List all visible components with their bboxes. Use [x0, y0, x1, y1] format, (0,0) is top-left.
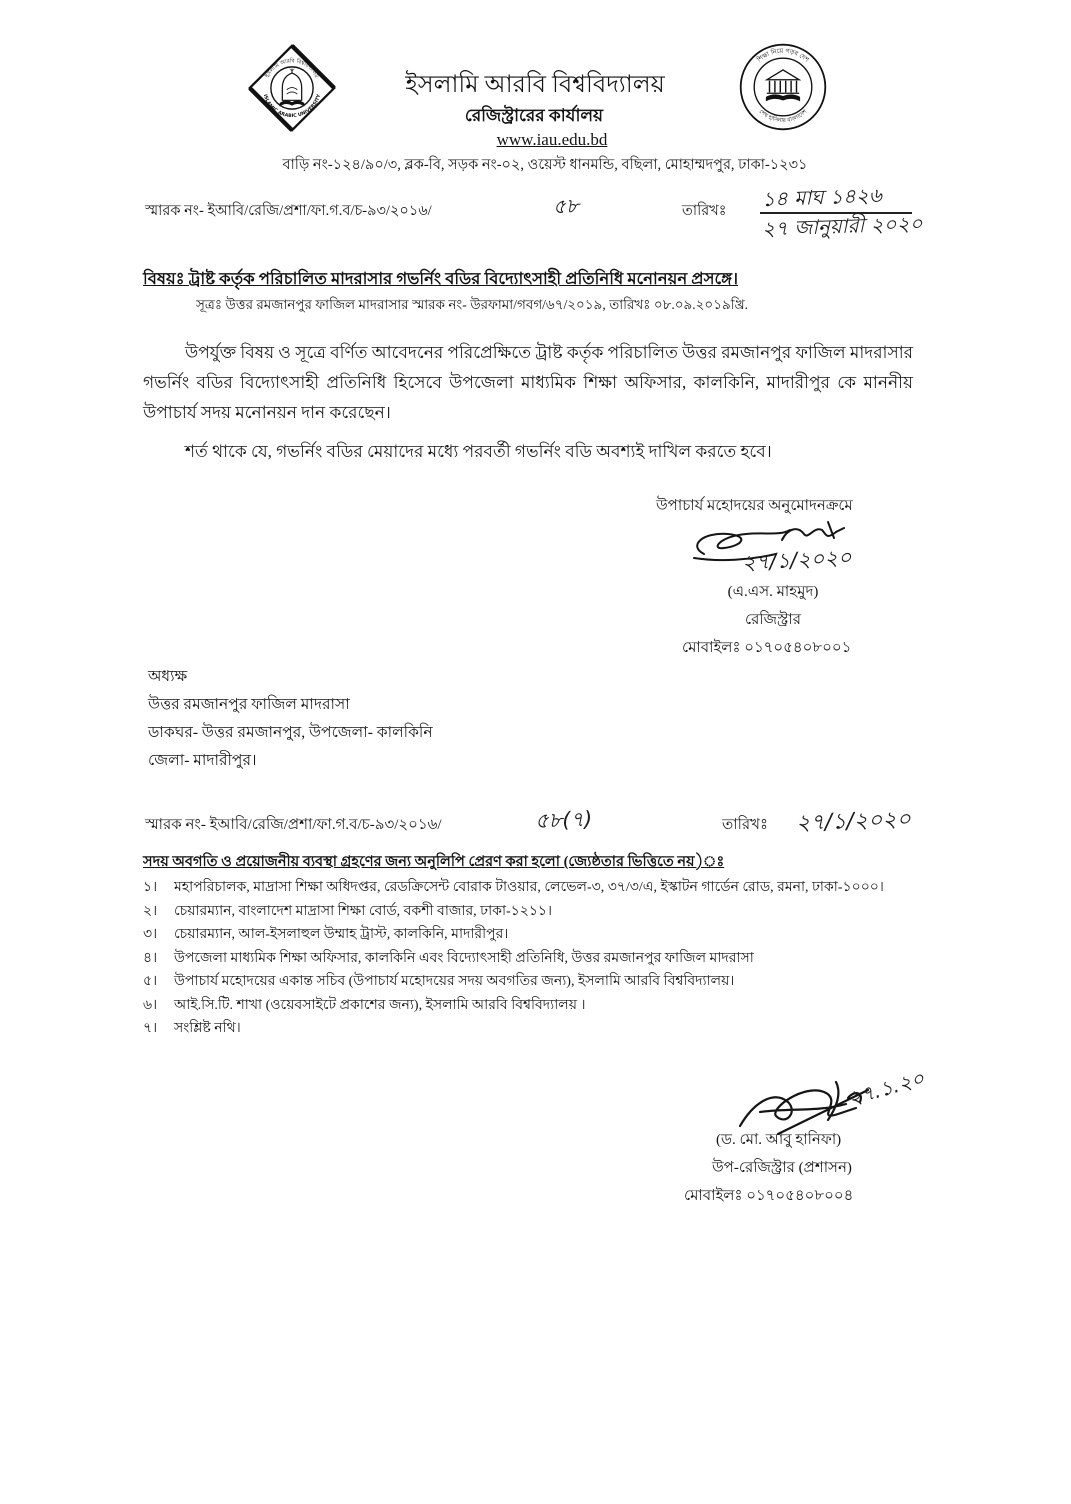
signatory-name: (এ.এস. মাহমুদ): [727, 584, 819, 600]
list-item: [143, 876, 915, 900]
seal-lettering-top: শিক্ষা নিয়ে গড়ব দেশ: [756, 47, 810, 64]
list-item: [143, 1017, 915, 1041]
signature-2-date-handwritten: ২৭.১.২০: [845, 1065, 927, 1111]
list-item: [143, 900, 915, 924]
list-item: [143, 947, 915, 971]
list-item-text: মহাপরিচালক, মাদ্রাসা শিক্ষা অধিদপ্তর, রেডক্রিসেন্ট বোরাক টাওয়ার, লেভেল-৩, ৩৭/৩/এ, ইস্কাটন গার্ডেন রোড, রমনা, ঢাকা-১০০০।: [174, 880, 884, 895]
list-item-number: ৪।: [143, 950, 158, 966]
signatory-2-mobile: মোবাইলঃ ০১৭০৫৪০৮০০৪: [684, 1188, 854, 1204]
approval-note: উপাচার্য মহোদয়ের অনুমোদনক্রমে: [656, 498, 853, 514]
education-seal-logo: [738, 42, 828, 132]
copy-recipient-list: [143, 876, 915, 1041]
copy-memo-date-label: তারিখঃ: [722, 817, 768, 833]
list-item-number: ৬।: [143, 997, 158, 1013]
body-paragraph-1: উপর্যুক্ত বিষয় ও সূত্রে বর্ণিত আবেদনের পরিপ্রেক্ষিতে ট্রাষ্ট কর্তৃক পরিচালিত উত্তর রমজানপুর ফাজিল মাদরাসার গভর্নিং বডির বিদ্যোৎসাহী প্রতিনিধি হিসেবে উপজেলা মাধ্যমিক শিক্ষা অফিসার, কালকিনি, মাদারীপুর কে মাননীয় উপাচার্য সদয় মনোনয়ন দান করেছেন।: [143, 343, 913, 422]
list-item-number: ১।: [143, 880, 158, 895]
list-item-text: চেয়ারম্যান, বাংলাদেশ মাদ্রাসা শিক্ষা বোর্ড, বকশী বাজার, ঢাকা-১২১১।: [174, 903, 553, 919]
memo-date-english-handwritten: ২৭ জানুয়ারী ২০২০: [761, 211, 923, 241]
website-url: www.iau.edu.bd: [496, 130, 608, 149]
list-item-text: আই.সি.টি. শাখা (ওয়েবসাইটে প্রকাশের জন্য), ইসলামি আরবি বিশ্ববিদ্যালয় ।: [174, 997, 586, 1013]
copy-list-heading: সদয় অবগতি ও প্রয়োজনীয় ব্যবস্থা গ্রহণের জন্য অনুলিপি প্রেরণ করা হলো (জ্যেষ্ঠতার ভিত্তিতে নয়)ঃ: [143, 854, 725, 870]
copy-memo-reference: স্মারক নং- ইআবি/রেজি/প্রশা/ফা.গ.ব/চ-৯৩/২০১৬/: [145, 817, 442, 833]
copy-memo-number-handwritten: ৫৮(৭): [534, 807, 593, 833]
memo-date-bangla-handwritten: ১৪ মাঘ ১৪২৬: [761, 182, 883, 212]
letter-reference: সূত্রঃ উত্তর রমজানপুর ফাজিল মাদরাসার স্মারক নং- উরফামা/গবগ/৬৭/২০১৯, তারিখঃ ০৮.০৯.২০১৯খ্রি.: [196, 297, 749, 312]
signatory-2-name: (ড. মো. আবু হানিফা): [716, 1132, 842, 1148]
list-item: [143, 923, 915, 947]
copy-memo-date-handwritten: ২৭/১/২০২০: [795, 807, 912, 836]
list-item-text: উপজেলা মাধ্যমিক শিক্ষা অফিসার, কালকিনি এবং বিদ্যোৎসাহী প্রতিনিধি, উত্তর রমজানপুর ফাজিল মাদরাসা: [174, 950, 754, 966]
recipient-district: জেলা- মাদারীপুর।: [148, 752, 257, 769]
recipient-title: অধ্যক্ষ: [148, 668, 188, 685]
office-address: বাড়ি নং-১২৪/৯০/৩, ব্লক-বি, সড়ক নং-০২, ওয়েস্ট ধানমন্ডি, বছিলা, মোহাম্মদপুর, ঢাকা-১২৩১: [282, 157, 808, 173]
office-name: রেজিস্ট্রারের কার্যালয়: [464, 106, 604, 125]
logo-lettering-bottom: ISLAMIC ARABIC UNIVERSITY: [261, 93, 323, 120]
body-paragraph-2: শর্ত থাকে যে, গভর্নিং বডির মেয়াদের মধ্যে পরবর্তী গভর্নিং বডি অবশ্যই দাখিল করতে হবে।: [185, 442, 772, 461]
recipient-post-office: ডাকঘর- উত্তর রমজানপুর, উপজেলা- কালকিনি: [148, 724, 433, 741]
list-item: [143, 994, 915, 1018]
list-item-text: সংশ্লিষ্ট নথি।: [174, 1021, 241, 1036]
memo-number-handwritten: ৫৮: [552, 193, 580, 219]
memo-date-label: তারিখঃ: [682, 203, 727, 219]
list-item-text: চেয়ারম্যান, আল-ইসলাহুল উম্মাহ ট্রাস্ট, কালকিনি, মাদারীপুর।: [174, 927, 509, 942]
memo-reference: স্মারক নং- ইআবি/রেজি/প্রশা/ফা.গ.ব/চ-৯৩/২০১৬/: [145, 203, 432, 219]
signatory-2-designation: উপ-রেজিস্ট্রার (প্রশাসন): [712, 1160, 852, 1176]
recipient-institution: উত্তর রমজানপুর ফাজিল মাদরাসা: [148, 696, 350, 713]
seal-lettering-bottom: শেখ হাসিনার বাংলাদেশ: [757, 108, 809, 125]
logo-lettering-top: ইসলামি আরবি বিশ্ববিদ্যালয়: [264, 58, 320, 79]
signatory-designation: রেজিস্ট্রার: [744, 612, 802, 628]
list-item-text: উপাচার্য মহোদয়ের একান্ত সচিব (উপাচার্য মহোদয়ের সদয় অবগতির জন্য), ইসলামি আরবি বিশ্ববিদ্যালয়।: [174, 974, 735, 989]
list-item-number: ২।: [143, 903, 158, 919]
list-item: [143, 970, 915, 994]
list-item-number: ৭।: [143, 1021, 158, 1036]
university-name: ইসলামি আরবি বিশ্ববিদ্যালয়: [405, 72, 665, 98]
signature-date-handwritten: ২৭/১/২০২০: [741, 545, 853, 575]
list-item-number: ৩।: [143, 927, 158, 942]
list-item-number: ৫।: [143, 974, 158, 989]
letter-subject: বিষয়ঃ ট্রাষ্ট কর্তৃক পরিচালিত মাদরাসার গভর্নিং বডির বিদ্যোৎসাহী প্রতিনিধি মনোনয়ন প্রসঙ্গে।: [143, 269, 738, 288]
signatory-mobile: মোবাইলঃ ০১৭০৫৪০৮০০১: [682, 640, 852, 656]
